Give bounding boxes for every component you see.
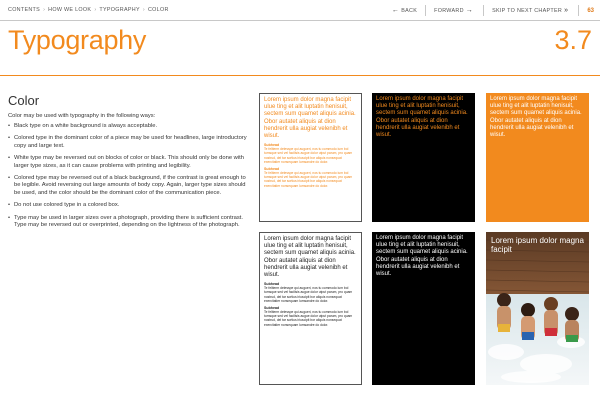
guideline-item: • Black type on a white background is always acceptable. (8, 123, 248, 130)
guideline-item: • Colored type may be reversed out of a black background, if the contrast is great enough to be legible. Avoid reversing out large amounts of body copy. Again, larger type sizes should be used, and the color should be the dominant color of the communication piece. (8, 175, 248, 197)
breadcrumb-typography[interactable]: TYPOGRAPHY (99, 7, 140, 13)
swatch-subhead: Subhead (264, 282, 280, 287)
guideline-item: • Type may be used in larger sizes over a photograph, providing there is sufficient contrast. Type may be reversed out or overprinted, depending on the lightness of the photograph. (8, 215, 248, 230)
skip-next-chapter-button[interactable] (483, 5, 578, 16)
swatch-black-on-white (259, 232, 362, 385)
breadcrumb-how-we-look[interactable]: HOW WE LOOK (48, 7, 92, 13)
back-button[interactable] (382, 5, 425, 16)
swatch-white-on-black (372, 232, 475, 385)
photo-children-water (486, 232, 589, 385)
section-heading: Color (8, 93, 40, 108)
guideline-item: • White type may be reversed out on blocks of color or black. This should only be done with larger type sizes, as it can cause problems with printing and legibility. (8, 155, 248, 170)
skip-label: SKIP TO NEXT CHAPTER (492, 7, 563, 14)
guideline-item: • Colored type in the dominant color of a piece may be used for headlines, large introductory copy and large text. (8, 135, 248, 150)
swatch-small-text: Te feliterm delesspe qui augueri, nos tu commodo ium bol tumsque sed vel facilisis augue dolor utput parum, pro quam nostrud, del tar sortius iriuscipit bor aliquis nonsequat exercitatier nonsequam lumsandre do dolor. (264, 310, 353, 327)
guideline-list (8, 123, 248, 234)
swatch-white-on-orange (486, 93, 589, 222)
section-number: 3.7 (554, 25, 592, 55)
swatch-subhead: Subhead (264, 143, 280, 148)
swatch-small-text: Te feliterm delesspe qui augueri, nos tu commodo ium bol tumsque sed vel facilisis augue dolor utput parum, pro quam nostrud, del tar sortius iriuscipit bor aliquis nonsequat exercitatier nonsequam lumsandre do dolor. (264, 147, 353, 164)
intro-text: Color may be used with typography in the following ways: (8, 113, 156, 119)
swatch-orange-on-black (372, 93, 475, 222)
forward-button[interactable] (425, 5, 483, 16)
nav-controls (382, 5, 594, 16)
swatch-orange-on-white (259, 93, 362, 222)
swatch-small-text: Te feliterm delesspe qui augueri, nos tu commodo ium bol tumsque sed vel facilisis augue dolor utput parum, pro quam nostrud, del tar sortius iriuscipit bor aliquis nonsequat exercitatier nonsequam lumsandre do dolor. (264, 171, 353, 188)
breadcrumb (8, 7, 169, 13)
guideline-item: • Do not use colored type in a colored box. (8, 202, 248, 209)
double-chevron-right-icon: » (564, 7, 569, 14)
page-title: Typography (8, 25, 147, 55)
swatch-large-text: Lorem ipsum dolor magna facipit ulue ting et alit luptatin henisuit, sectem sum quamet aliquis acinia. Obor autatet aliquis at dion hendrerit ulla augiat velenibh et wisut. (376, 96, 468, 139)
swatch-large-text: Lorem ipsum dolor magna facipit ulue ting et alit luptatin henisuit, sectem sum quamet aliquis acinia. Obor autatet aliquis at dion hendrerit ulla augiat velenibh et wisut. (376, 235, 468, 278)
top-nav-bar (0, 0, 600, 21)
swatch-type-over-photo (486, 232, 589, 385)
arrow-right-icon: → (465, 7, 474, 14)
swatch-small-text: Te feliterm delesspe qui augueri, nos tu commodo ium bol tumsque sed vel facilisis augue dolor utput parum, pro quam nostrud, del tar sortius iriuscipit bor aliquis nonsequat exercitatier nonsequam lumsandre do dolor. (264, 286, 353, 303)
back-label: BACK (401, 7, 418, 14)
breadcrumb-contents[interactable]: CONTENTS (8, 7, 41, 13)
photo-overlay-text: Lorem ipsum dolor magna facipit (491, 236, 584, 254)
arrow-left-icon: ← (391, 7, 400, 14)
swatch-large-text: Lorem ipsum dolor magna facipit ulue ting et alit luptatin henisuit, sectem sum quamet aliquis acinia. Obor autatet aliquis at dion hendrerit ulla augiat velenibh et wisut. (264, 97, 356, 140)
breadcrumb-color: COLOR (147, 7, 169, 13)
swatch-subhead: Subhead (264, 306, 280, 311)
breadcrumb-separator: › (94, 7, 97, 13)
swatch-subhead: Subhead (264, 167, 280, 172)
breadcrumb-separator: › (43, 7, 46, 13)
breadcrumb-separator: › (142, 7, 145, 13)
forward-label: FORWARD (434, 7, 464, 14)
page-number: 63 (578, 5, 594, 16)
swatch-large-text: Lorem ipsum dolor magna facipit ulue ting et alit luptatin henisuit, sectem sum quamet aliquis acinia. Obor autatet aliquis at dion hendrerit ulla augiat velenibh et wisut. (264, 236, 356, 279)
title-divider (0, 75, 600, 76)
swatch-large-text: Lorem ipsum dolor magna facipit ulue ting et alit luptatin henisuit, sectem sum quamet aliquis acinia. Obor autatet aliquis at dion hendrerit ulla augiat velenibh et wisut. (490, 96, 582, 139)
